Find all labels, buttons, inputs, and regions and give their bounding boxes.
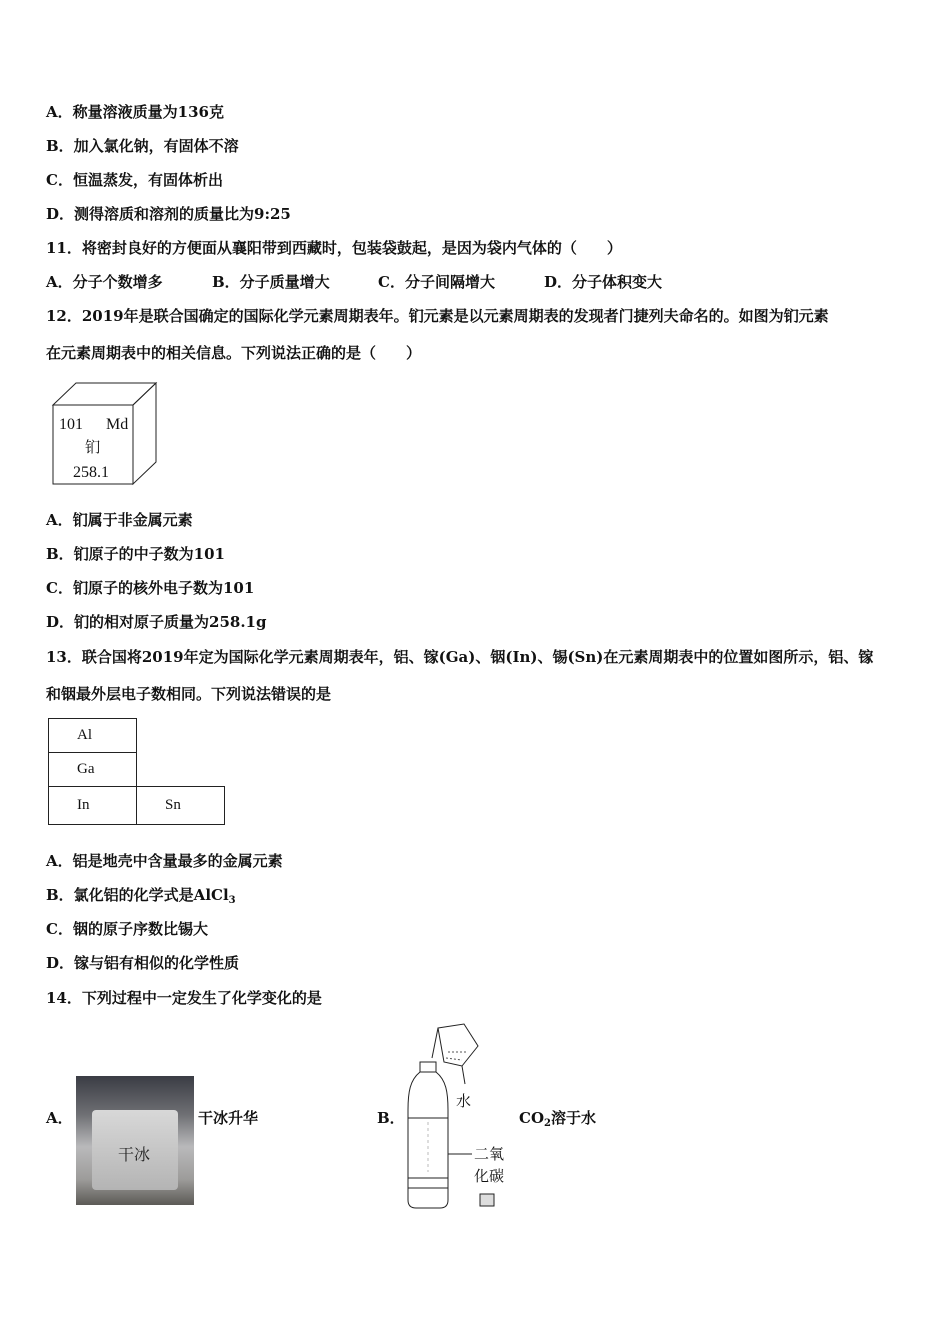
element-number: 101: [59, 416, 83, 433]
option-q12-b: B．钔原子的中子数为101: [46, 545, 225, 563]
element-mass: 258.1: [73, 464, 109, 481]
option-q14-a-caption: 干冰升华: [198, 1109, 259, 1127]
question-12-stem-line-1: 12．2019年是联合国确定的国际化学元素周期表年。钔元素是以元素周期表的发现者门捷列夫命名的。如图为钔元素: [46, 307, 829, 325]
option-q12-a: A．钔属于非金属元素: [46, 511, 193, 529]
option-q11-a: A．分子个数增多: [46, 273, 163, 291]
cell-empty: [137, 719, 225, 753]
option-q11-c: C．分子间隔增大: [378, 273, 495, 291]
dry-ice-photo-label: 干冰: [118, 1145, 151, 1164]
co2-label-line-2: 化碳: [474, 1167, 505, 1185]
question-11-stem: 11．将密封良好的方便面从襄阳带到西藏时，包装袋鼓起，是因为袋内气体的（ ）: [46, 239, 622, 257]
option-q13-c: C．铟的原子序数比锡大: [46, 920, 208, 938]
option-q14-b-caption: [519, 1108, 596, 1134]
element-cell-mendelevium: [50, 380, 162, 486]
water-label: 水: [456, 1092, 472, 1110]
option-q11-b: B．分子质量增大: [212, 273, 330, 291]
question-11-options: [46, 272, 662, 292]
option-q13-a: A．铝是地壳中含量最多的金属元素: [46, 852, 283, 870]
periodic-table-excerpt: [48, 718, 225, 825]
question-13-stem-line-2: 和铟最外层电子数相同。下列说法错误的是: [46, 685, 332, 703]
option-q11-d: D．分子体积变大: [544, 273, 663, 291]
cell-empty: [137, 753, 225, 787]
option-q12-d: D．钔的相对原子质量为258.1g: [46, 613, 267, 631]
option-q12-c: C．钔原子的核外电子数为101: [46, 579, 255, 597]
question-12-stem-line-2: 在元素周期表中的相关信息。下列说法正确的是（ ）: [46, 344, 422, 362]
option-q14-a-label: A．: [46, 1109, 73, 1127]
question-14-stem: 14．下列过程中一定发生了化学变化的是: [46, 989, 322, 1007]
cell-sn: Sn: [137, 787, 225, 825]
option-q14-b-label: B．: [377, 1109, 405, 1127]
option-q14-b-caption-subscript: 2: [544, 1118, 551, 1129]
option-q14-b-caption-prefix: CO: [519, 1109, 545, 1127]
option-q14-b-caption-suffix: 溶于水: [550, 1109, 596, 1127]
option-q10-b: B．加入氯化钠，有固体不溶: [46, 137, 239, 155]
co2-label-line-1: 二氧: [474, 1145, 505, 1163]
cell-al: Al: [49, 719, 137, 753]
bottle-co2-diagram: [400, 1022, 520, 1212]
option-q13-b-subscript: 3: [228, 895, 236, 906]
question-13-stem-line-1: 13．联合国将2019年定为国际化学元素周期表年，铝、镓(Ga)、铟(In)、锡(Sn)在元素周期表中的位置如图所示，铝、镓: [46, 648, 874, 666]
option-q13-b-text: B．氯化铝的化学式是AlCl: [46, 886, 229, 904]
option-q10-c: C．恒温蒸发，有固体析出: [46, 171, 223, 189]
option-q13-d: D．镓与铝有相似的化学性质: [46, 954, 240, 972]
option-q10-d: D．测得溶质和溶剂的质量比为9:25: [46, 205, 291, 223]
element-name: 钔: [85, 438, 101, 456]
option-q10-a: A．称量溶液质量为136克: [46, 103, 224, 121]
element-symbol: Md: [106, 416, 129, 433]
cell-ga: Ga: [49, 753, 137, 787]
option-q13-b: [46, 885, 236, 911]
cell-in: In: [49, 787, 137, 825]
dry-ice-photo: [76, 1076, 194, 1205]
